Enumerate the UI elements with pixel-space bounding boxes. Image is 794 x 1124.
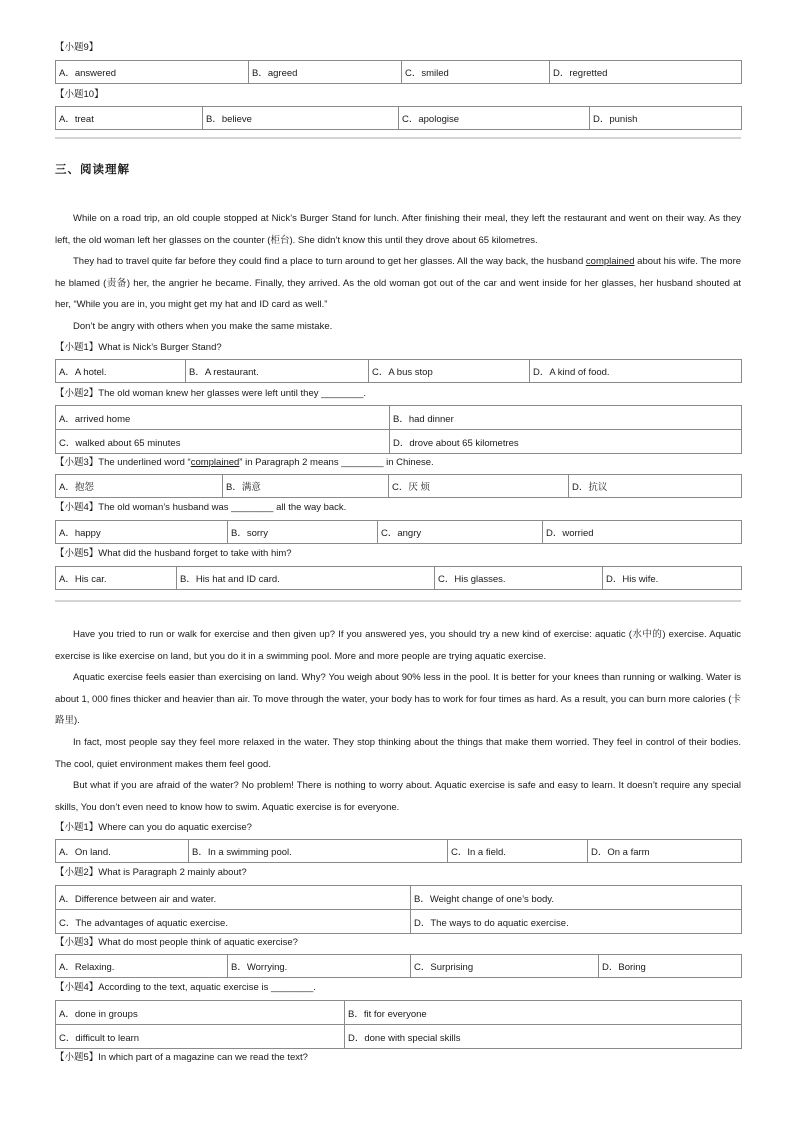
options-table <box>55 106 742 130</box>
option-a[interactable]: A．On land. <box>56 840 189 863</box>
divider <box>55 137 741 139</box>
option-c[interactable]: C．厌 烦 <box>389 475 569 498</box>
option-b[interactable]: B．Weight change of one’s body. <box>411 886 742 910</box>
option-a[interactable]: A．answered <box>56 61 249 84</box>
option-c[interactable]: C．angry <box>378 521 543 544</box>
question-label: 【小题1】Where can you do aquatic exercise? <box>55 822 252 833</box>
question-label: 【小题2】What is Paragraph 2 mainly about? <box>55 867 247 878</box>
option-c[interactable]: C．A bus stop <box>369 360 530 383</box>
option-b[interactable]: B．A restaurant. <box>186 360 369 383</box>
question-label: 【小题4】According to the text, aquatic exercise is ________. <box>55 982 316 993</box>
question-label: 【小题3】What do most people think of aquatic exercise? <box>55 937 298 948</box>
section-title: 三、阅读理解 <box>55 162 130 176</box>
question-label: 【小题10】 <box>55 89 104 100</box>
options-table <box>55 839 742 863</box>
passage-1 <box>55 208 741 338</box>
option-b[interactable]: B．had dinner <box>390 406 742 430</box>
option-a[interactable]: A．A hotel. <box>56 360 186 383</box>
option-a[interactable]: A．His car. <box>56 567 177 590</box>
question-label: 【小题3】The underlined word “complained” in Paragraph 2 means ________ in Chinese. <box>55 457 434 468</box>
option-c[interactable]: C．walked about 65 minutes <box>56 430 390 454</box>
option-c[interactable]: C．difficult to learn <box>56 1025 345 1049</box>
option-b[interactable]: B．believe <box>203 107 399 130</box>
option-c[interactable]: C．apologise <box>399 107 590 130</box>
options-table <box>55 520 742 544</box>
options-table <box>55 1000 742 1049</box>
option-a[interactable]: A．happy <box>56 521 228 544</box>
option-a[interactable]: A．treat <box>56 107 203 130</box>
paragraph: Aquatic exercise feels easier than exercising on land. Why? You weigh about 90% less in the pool. It is better for your knees than running or walking. Water is about 1, 000 fines thicker and heavier than air. To move through the water, your body has to work for four times as hard. As a result, you can burn more calories (卡路里). <box>55 672 741 727</box>
paragraph: Have you tried to run or walk for exercise and then given up? If you answered yes, you should try a new kind of exercise: aquatic (水中的) exercise. Aquatic exercise is like exercise on land, but you do it in a swimming pool. More and more people are trying aquatic exercise. <box>55 629 741 662</box>
paragraph: But what if you are afraid of the water? No problem! There is nothing to worry about. Aquatic exercise is safe and easy to learn. It doesn’t require any special skills, You don’t even need to know how to swim. Aquatic exercise is for everyone. <box>55 780 741 813</box>
option-a[interactable]: A．done in groups <box>56 1001 345 1025</box>
options-table <box>55 359 742 383</box>
option-a[interactable]: A．Relaxing. <box>56 955 228 978</box>
option-d[interactable]: D．Boring <box>599 955 742 978</box>
option-a[interactable]: A．Difference between air and water. <box>56 886 411 910</box>
paragraph: They had to travel quite far before they could find a place to turn around to get her glasses. All the way back, the husband complained about his wife. The more he blamed (责备) her, the angrier he became. Finally, they arrived. As the old woman got out of the car and went inside for her glasses, her husband shouted at her, “While you are in, you might get my hat and ID card as well.” <box>55 256 742 311</box>
options-table <box>55 60 742 84</box>
option-d[interactable]: D．done with special skills <box>345 1025 742 1049</box>
divider <box>55 600 741 602</box>
option-a[interactable]: A．抱怨 <box>56 475 223 498</box>
option-d[interactable]: D．His wife. <box>603 567 742 590</box>
option-d[interactable]: D．A kind of food. <box>530 360 742 383</box>
options-table <box>55 566 742 590</box>
question-label: 【小题9】 <box>55 42 99 53</box>
option-b[interactable]: B．sorry <box>228 521 378 544</box>
option-b[interactable]: B．fit for everyone <box>345 1001 742 1025</box>
option-a[interactable]: A．arrived home <box>56 406 390 430</box>
question-label: 【小题5】In which part of a magazine can we read the text? <box>55 1052 308 1063</box>
paragraph: While on a road trip, an old couple stopped at Nick’s Burger Stand for lunch. After finishing their meal, they left the restaurant and went on their way. As they left, the old woman left her glasses on the counter (柜台). She didn’t know this until they drove about 65 kilometres. <box>55 213 741 246</box>
option-c[interactable]: C．In a field. <box>448 840 588 863</box>
underlined-word: complained <box>585 256 635 268</box>
option-b[interactable]: B．Worrying. <box>228 955 411 978</box>
passage-2 <box>55 624 741 818</box>
option-b[interactable]: B．In a swimming pool. <box>189 840 448 863</box>
option-d[interactable]: D．On a farm <box>588 840 742 863</box>
option-d[interactable]: D．The ways to do aquatic exercise. <box>411 910 742 934</box>
option-d[interactable]: D．drove about 65 kilometres <box>390 430 742 454</box>
option-d[interactable]: D．regretted <box>550 61 742 84</box>
options-table <box>55 474 742 498</box>
options-table <box>55 885 742 934</box>
option-b[interactable]: B．His hat and ID card. <box>177 567 435 590</box>
options-table <box>55 954 742 978</box>
question-label: 【小题4】The old woman’s husband was ________ all the way back. <box>55 502 347 513</box>
option-c[interactable]: C．Surprising <box>411 955 599 978</box>
option-b[interactable]: B．agreed <box>249 61 402 84</box>
option-d[interactable]: D．抗议 <box>569 475 742 498</box>
question-label: 【小题5】What did the husband forget to take with him? <box>55 548 292 559</box>
options-table <box>55 405 742 454</box>
question-label: 【小题2】The old woman knew her glasses were left until they ________. <box>55 388 367 399</box>
option-b[interactable]: B．满意 <box>223 475 389 498</box>
option-c[interactable]: C．smiled <box>402 61 550 84</box>
paragraph: In fact, most people say they feel more relaxed in the water. They stop thinking about the things that make them worried. They feel in control of their bodies. The cool, quiet environment makes them feel good. <box>55 736 741 770</box>
option-c[interactable]: C．The advantages of aquatic exercise. <box>56 910 411 934</box>
option-c[interactable]: C．His glasses. <box>435 567 603 590</box>
question-label: 【小题1】What is Nick’s Burger Stand? <box>55 342 222 353</box>
underlined-word: complained <box>190 457 240 468</box>
paragraph: Don’t be angry with others when you make the same mistake. <box>73 320 333 332</box>
option-d[interactable]: D．worried <box>543 521 742 544</box>
option-d[interactable]: D．punish <box>590 107 742 130</box>
